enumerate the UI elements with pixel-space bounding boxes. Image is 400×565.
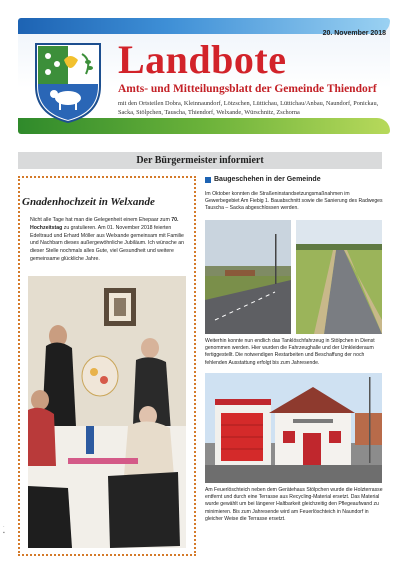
article-title-wedding: Gnadenhochzeit in Welxande <box>22 196 155 208</box>
newspaper-title: Landbote <box>118 37 287 82</box>
section-heading: Der Bürgermeister informiert <box>136 155 264 166</box>
issue-date: 20. November 2018 <box>322 30 386 37</box>
section-heading-bar <box>18 152 382 169</box>
town-list: mit den Ortsteilen Dobra, Kleinnaundorf, Lötzschen, Lüttichau, Lüttichau/Anbau, Naundorf, Ponickau, Sacka, Stölpchen, Tauscha, Thiendorf, Welxande, Würschnitz, Zschorna <box>118 100 379 116</box>
photo-fire-station <box>205 373 382 483</box>
construction-heading: Baugeschehen in der Gemeinde <box>205 176 321 183</box>
photo-anniversary-celebration <box>28 276 186 548</box>
coat-of-arms-icon <box>32 40 104 124</box>
article-text-wedding: Nicht alle Tage hat man die Gelegenheit einem Ehepaar zum 70. Hochzeitstag zu gratulieren. Am 01. November 2018 feierten Edeltraud und Erhard Möller aus Welxande gemeinsam mit Familie und Nachbarn dieses außergewöhnliche Jubiläum. Ich wünsche an dieser Stelle nochmals alles Gute, viel Gesundheit und weitere gemeinsame glückliche Jahre. <box>30 217 184 262</box>
construction-paragraph-1: Im Oktober konnten die Straßeninstandsetzungsmaßnahmen im Gewerbegebiet Am Fiebig 1. Bauabschnitt sowie die Sanierung des Radweges Tauscha – Sacka abgeschlossen werden. <box>205 191 383 212</box>
newspaper-subtitle: Amts- und Mitteilungsblatt der Gemeinde Thiendorf <box>118 83 377 95</box>
photo-new-road <box>205 220 291 334</box>
bullet-square-icon <box>205 177 211 183</box>
construction-paragraph-2: Weiterhin konnte nun endlich das Tanklöschfahrzeug in Stölpchen in Dienst genommen werden. Hier wurden die Fahrzeughalle und der Umkleideraum fertiggestellt. Die notwendigen Restarbeiten und Beschaffung der noch fehlenden Ausstattung erfolgt bis zum Jahresende. <box>205 338 375 366</box>
masthead <box>0 0 400 150</box>
construction-paragraph-3: Am Feuerlöschteich neben dem Gerätehaus Stölpchen wurde die Holzterrasse entfernt und durch eine Terrasse aus Recycling-Material ersetzt. Das Material wurde gewählt um bei längerer Haltbarkeit gleichzeitig den Pflegeaufwand zu minimieren. Bis zum Jahresende wird am Feuerlöschteich in Naundorf in gleicher Weise die Terrasse ersetzt. <box>205 487 383 522</box>
photo-bike-path <box>296 220 382 334</box>
margin-mark: · ▪ <box>3 524 5 536</box>
